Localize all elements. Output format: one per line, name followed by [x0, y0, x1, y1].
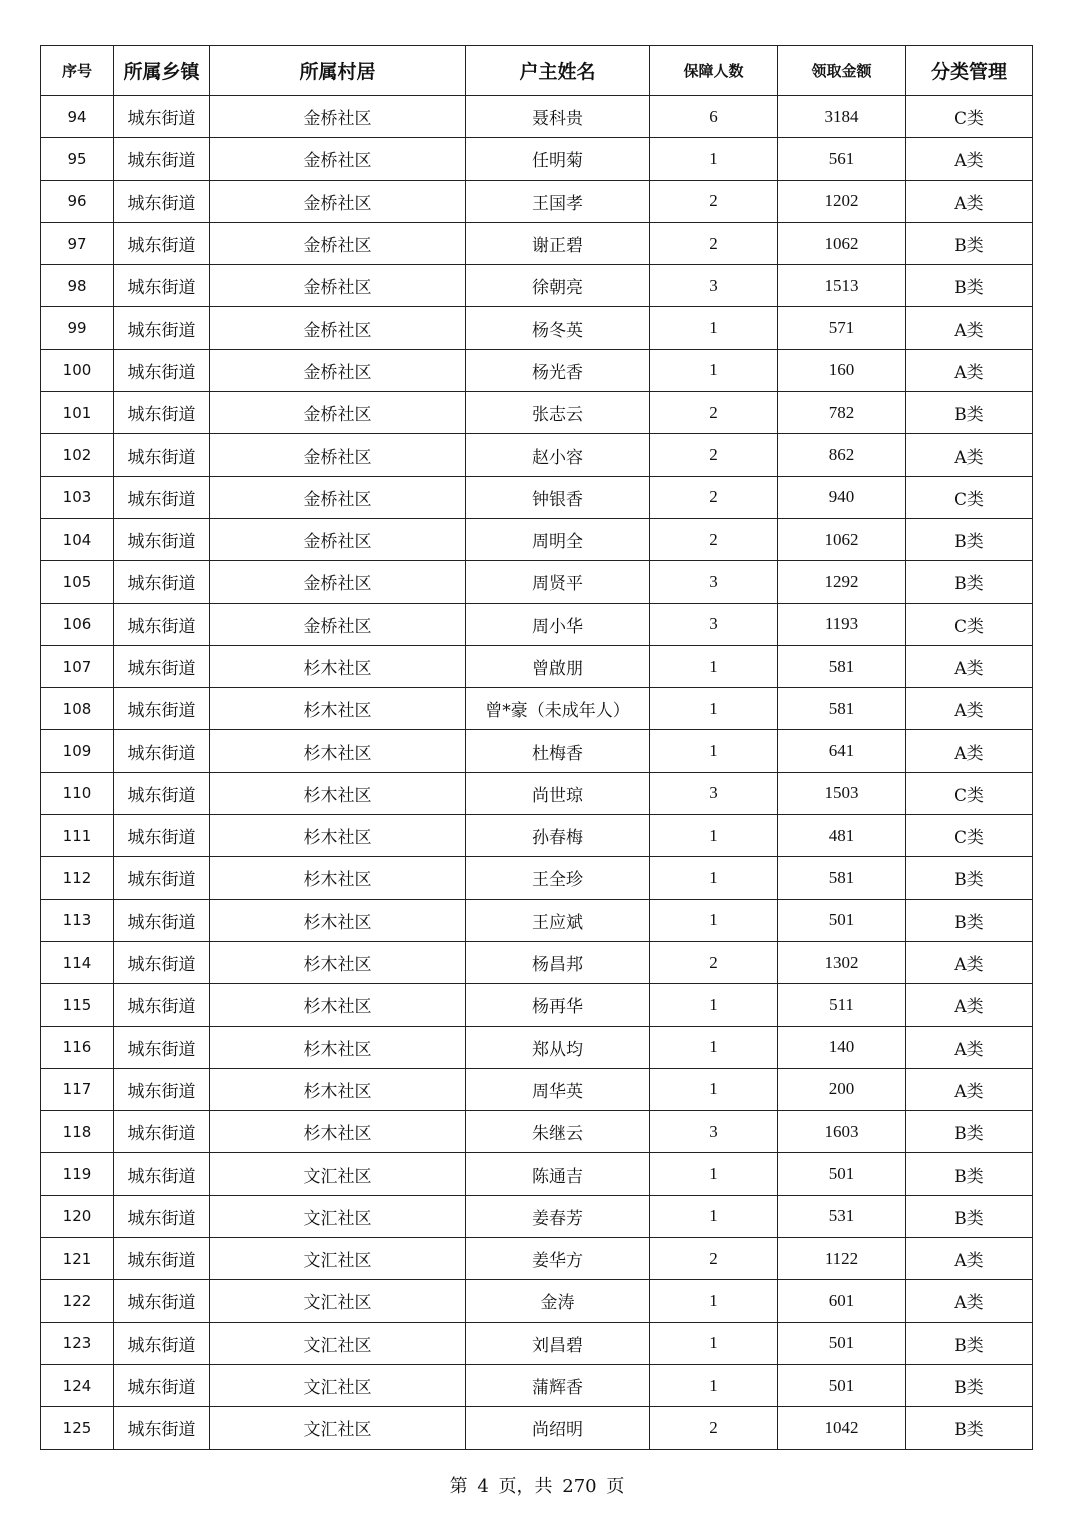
cell-town: 城东街道 — [114, 1238, 210, 1280]
cell-people: 2 — [650, 941, 778, 983]
cell-category: B类 — [906, 222, 1033, 264]
cell-amount: 140 — [778, 1026, 906, 1068]
cell-householder: 刘昌碧 — [466, 1322, 650, 1364]
cell-category: B类 — [906, 1322, 1033, 1364]
cell-amount: 1603 — [778, 1111, 906, 1153]
cell-village: 杉木社区 — [210, 730, 466, 772]
cell-amount: 531 — [778, 1195, 906, 1237]
cell-amount: 481 — [778, 815, 906, 857]
cell-householder: 钟银香 — [466, 476, 650, 518]
cell-seq: 123 — [41, 1322, 114, 1364]
cell-village: 金桥社区 — [210, 392, 466, 434]
cell-seq: 113 — [41, 899, 114, 941]
table-row — [41, 1026, 1033, 1068]
page-footer: 第 4 页，共 270 页 — [449, 1476, 625, 1497]
cell-category: B类 — [906, 392, 1033, 434]
cell-village: 金桥社区 — [210, 603, 466, 645]
cell-householder: 姜华方 — [466, 1238, 650, 1280]
cell-category: B类 — [906, 1364, 1033, 1406]
header-people: 保障人数 — [650, 46, 778, 96]
cell-seq: 120 — [41, 1195, 114, 1237]
cell-category: A类 — [906, 1068, 1033, 1110]
header-householder: 户主姓名 — [466, 46, 650, 96]
cell-category: B类 — [906, 899, 1033, 941]
cell-town: 城东街道 — [114, 518, 210, 560]
table-row — [41, 434, 1033, 476]
table-row — [41, 984, 1033, 1026]
cell-amount: 862 — [778, 434, 906, 476]
table-row — [41, 941, 1033, 983]
cell-town: 城东街道 — [114, 857, 210, 899]
table-row — [41, 1111, 1033, 1153]
cell-town: 城东街道 — [114, 476, 210, 518]
cell-category: A类 — [906, 645, 1033, 687]
cell-householder: 任明菊 — [466, 138, 650, 180]
cell-category: A类 — [906, 1280, 1033, 1322]
cell-amount: 581 — [778, 645, 906, 687]
table-row — [41, 899, 1033, 941]
cell-householder: 周华英 — [466, 1068, 650, 1110]
cell-category: B类 — [906, 265, 1033, 307]
cell-seq: 102 — [41, 434, 114, 476]
cell-category: B类 — [906, 1407, 1033, 1449]
cell-householder: 杨再华 — [466, 984, 650, 1026]
cell-amount: 1042 — [778, 1407, 906, 1449]
cell-town: 城东街道 — [114, 434, 210, 476]
cell-village: 金桥社区 — [210, 561, 466, 603]
table-body — [41, 96, 1033, 1450]
cell-town: 城东街道 — [114, 899, 210, 941]
cell-amount: 1503 — [778, 772, 906, 814]
cell-category: C类 — [906, 476, 1033, 518]
cell-seq: 105 — [41, 561, 114, 603]
cell-category: A类 — [906, 307, 1033, 349]
cell-householder: 周小华 — [466, 603, 650, 645]
cell-householder: 陈通吉 — [466, 1153, 650, 1195]
table-row — [41, 1068, 1033, 1110]
cell-people: 1 — [650, 730, 778, 772]
cell-village: 金桥社区 — [210, 349, 466, 391]
cell-amount: 501 — [778, 1364, 906, 1406]
cell-people: 2 — [650, 518, 778, 560]
cell-town: 城东街道 — [114, 645, 210, 687]
cell-town: 城东街道 — [114, 730, 210, 772]
table-row — [41, 815, 1033, 857]
cell-village: 金桥社区 — [210, 518, 466, 560]
cell-amount: 601 — [778, 1280, 906, 1322]
cell-town: 城东街道 — [114, 1111, 210, 1153]
cell-seq: 106 — [41, 603, 114, 645]
cell-householder: 姜春芳 — [466, 1195, 650, 1237]
cell-seq: 100 — [41, 349, 114, 391]
cell-amount: 561 — [778, 138, 906, 180]
cell-village: 杉木社区 — [210, 941, 466, 983]
cell-people: 6 — [650, 96, 778, 138]
cell-householder: 郑从均 — [466, 1026, 650, 1068]
cell-seq: 122 — [41, 1280, 114, 1322]
cell-people: 1 — [650, 349, 778, 391]
cell-people: 2 — [650, 1238, 778, 1280]
cell-seq: 111 — [41, 815, 114, 857]
cell-category: B类 — [906, 518, 1033, 560]
cell-people: 3 — [650, 561, 778, 603]
cell-village: 杉木社区 — [210, 857, 466, 899]
cell-seq: 116 — [41, 1026, 114, 1068]
cell-people: 1 — [650, 1280, 778, 1322]
cell-people: 1 — [650, 688, 778, 730]
cell-village: 杉木社区 — [210, 688, 466, 730]
cell-seq: 124 — [41, 1364, 114, 1406]
table-row — [41, 857, 1033, 899]
cell-amount: 200 — [778, 1068, 906, 1110]
cell-village: 文汇社区 — [210, 1407, 466, 1449]
table-row — [41, 730, 1033, 772]
header-category: 分类管理 — [906, 46, 1033, 96]
cell-householder: 周贤平 — [466, 561, 650, 603]
cell-seq: 117 — [41, 1068, 114, 1110]
cell-seq: 108 — [41, 688, 114, 730]
header-village: 所属村居 — [210, 46, 466, 96]
cell-people: 1 — [650, 645, 778, 687]
cell-category: A类 — [906, 138, 1033, 180]
cell-amount: 1193 — [778, 603, 906, 645]
cell-village: 杉木社区 — [210, 645, 466, 687]
cell-village: 金桥社区 — [210, 265, 466, 307]
cell-category: C类 — [906, 772, 1033, 814]
cell-town: 城东街道 — [114, 307, 210, 349]
table-row — [41, 1364, 1033, 1406]
table-row — [41, 603, 1033, 645]
table-row — [41, 518, 1033, 560]
cell-people: 3 — [650, 265, 778, 307]
cell-people: 1 — [650, 1364, 778, 1406]
cell-seq: 97 — [41, 222, 114, 264]
cell-category: A类 — [906, 730, 1033, 772]
cell-seq: 119 — [41, 1153, 114, 1195]
cell-town: 城东街道 — [114, 222, 210, 264]
cell-town: 城东街道 — [114, 349, 210, 391]
cell-town: 城东街道 — [114, 1195, 210, 1237]
cell-householder: 尚绍明 — [466, 1407, 650, 1449]
cell-village: 文汇社区 — [210, 1153, 466, 1195]
header-seq: 序号 — [41, 46, 114, 96]
cell-householder: 王国孝 — [466, 180, 650, 222]
table-row — [41, 96, 1033, 138]
table-row — [41, 645, 1033, 687]
cell-town: 城东街道 — [114, 1322, 210, 1364]
cell-village: 金桥社区 — [210, 307, 466, 349]
cell-amount: 641 — [778, 730, 906, 772]
cell-people: 1 — [650, 899, 778, 941]
cell-people: 3 — [650, 772, 778, 814]
cell-village: 杉木社区 — [210, 772, 466, 814]
table-row — [41, 1238, 1033, 1280]
cell-amount: 581 — [778, 857, 906, 899]
cell-village: 金桥社区 — [210, 476, 466, 518]
cell-people: 2 — [650, 1407, 778, 1449]
cell-amount: 160 — [778, 349, 906, 391]
cell-seq: 107 — [41, 645, 114, 687]
table-row — [41, 1280, 1033, 1322]
cell-householder: 谢正碧 — [466, 222, 650, 264]
cell-seq: 95 — [41, 138, 114, 180]
cell-amount: 3184 — [778, 96, 906, 138]
cell-householder: 周明全 — [466, 518, 650, 560]
cell-village: 金桥社区 — [210, 180, 466, 222]
cell-amount: 940 — [778, 476, 906, 518]
cell-town: 城东街道 — [114, 688, 210, 730]
cell-people: 1 — [650, 1322, 778, 1364]
cell-town: 城东街道 — [114, 1280, 210, 1322]
cell-householder: 张志云 — [466, 392, 650, 434]
cell-householder: 尚世琼 — [466, 772, 650, 814]
cell-householder: 金涛 — [466, 1280, 650, 1322]
table-row — [41, 772, 1033, 814]
cell-seq: 115 — [41, 984, 114, 1026]
cell-amount: 501 — [778, 1153, 906, 1195]
cell-householder: 蒲辉香 — [466, 1364, 650, 1406]
cell-town: 城东街道 — [114, 1364, 210, 1406]
cell-householder: 杨光香 — [466, 349, 650, 391]
cell-people: 2 — [650, 392, 778, 434]
cell-amount: 782 — [778, 392, 906, 434]
cell-people: 1 — [650, 1153, 778, 1195]
table-row — [41, 307, 1033, 349]
cell-village: 杉木社区 — [210, 1068, 466, 1110]
relief-table — [40, 45, 1033, 1450]
cell-category: C类 — [906, 603, 1033, 645]
cell-town: 城东街道 — [114, 815, 210, 857]
cell-householder: 杜梅香 — [466, 730, 650, 772]
header-row — [41, 46, 1033, 96]
cell-people: 2 — [650, 222, 778, 264]
cell-category: B类 — [906, 561, 1033, 603]
cell-seq: 98 — [41, 265, 114, 307]
cell-amount: 1062 — [778, 518, 906, 560]
cell-people: 3 — [650, 603, 778, 645]
cell-householder: 王全珍 — [466, 857, 650, 899]
table-row — [41, 138, 1033, 180]
cell-category: A类 — [906, 434, 1033, 476]
cell-town: 城东街道 — [114, 180, 210, 222]
table-row — [41, 222, 1033, 264]
cell-village: 杉木社区 — [210, 899, 466, 941]
cell-category: A类 — [906, 941, 1033, 983]
cell-town: 城东街道 — [114, 392, 210, 434]
cell-seq: 104 — [41, 518, 114, 560]
cell-householder: 曾*豪（未成年人） — [466, 688, 650, 730]
cell-people: 1 — [650, 138, 778, 180]
cell-amount: 1122 — [778, 1238, 906, 1280]
cell-village: 杉木社区 — [210, 1111, 466, 1153]
cell-amount: 501 — [778, 1322, 906, 1364]
cell-people: 2 — [650, 476, 778, 518]
cell-town: 城东街道 — [114, 984, 210, 1026]
table-row — [41, 180, 1033, 222]
cell-village: 金桥社区 — [210, 434, 466, 476]
cell-householder: 孙春梅 — [466, 815, 650, 857]
cell-seq: 121 — [41, 1238, 114, 1280]
cell-amount: 1202 — [778, 180, 906, 222]
cell-town: 城东街道 — [114, 772, 210, 814]
cell-householder: 徐朝亮 — [466, 265, 650, 307]
cell-village: 文汇社区 — [210, 1195, 466, 1237]
cell-amount: 1302 — [778, 941, 906, 983]
cell-town: 城东街道 — [114, 603, 210, 645]
cell-town: 城东街道 — [114, 265, 210, 307]
cell-town: 城东街道 — [114, 138, 210, 180]
cell-category: A类 — [906, 349, 1033, 391]
header-town: 所属乡镇 — [114, 46, 210, 96]
cell-village: 金桥社区 — [210, 222, 466, 264]
cell-householder: 聂科贵 — [466, 96, 650, 138]
header-amount: 领取金额 — [778, 46, 906, 96]
table-row — [41, 476, 1033, 518]
cell-category: A类 — [906, 688, 1033, 730]
cell-people: 1 — [650, 307, 778, 349]
table-row — [41, 349, 1033, 391]
cell-seq: 99 — [41, 307, 114, 349]
cell-seq: 114 — [41, 941, 114, 983]
cell-category: B类 — [906, 1195, 1033, 1237]
cell-village: 杉木社区 — [210, 815, 466, 857]
cell-people: 2 — [650, 180, 778, 222]
cell-town: 城东街道 — [114, 1153, 210, 1195]
cell-village: 文汇社区 — [210, 1238, 466, 1280]
cell-people: 1 — [650, 857, 778, 899]
table-row — [41, 265, 1033, 307]
cell-seq: 112 — [41, 857, 114, 899]
cell-category: C类 — [906, 815, 1033, 857]
cell-seq: 110 — [41, 772, 114, 814]
cell-people: 1 — [650, 815, 778, 857]
cell-amount: 1292 — [778, 561, 906, 603]
cell-village: 文汇社区 — [210, 1280, 466, 1322]
cell-seq: 94 — [41, 96, 114, 138]
table-row — [41, 1322, 1033, 1364]
cell-village: 文汇社区 — [210, 1364, 466, 1406]
cell-town: 城东街道 — [114, 1407, 210, 1449]
table-row — [41, 1153, 1033, 1195]
cell-amount: 1513 — [778, 265, 906, 307]
cell-amount: 511 — [778, 984, 906, 1026]
cell-people: 3 — [650, 1111, 778, 1153]
cell-seq: 125 — [41, 1407, 114, 1449]
cell-category: A类 — [906, 1238, 1033, 1280]
cell-householder: 杨昌邦 — [466, 941, 650, 983]
cell-village: 杉木社区 — [210, 1026, 466, 1068]
cell-town: 城东街道 — [114, 96, 210, 138]
cell-people: 1 — [650, 984, 778, 1026]
cell-town: 城东街道 — [114, 561, 210, 603]
cell-people: 1 — [650, 1068, 778, 1110]
cell-category: B类 — [906, 1153, 1033, 1195]
cell-town: 城东街道 — [114, 941, 210, 983]
cell-category: C类 — [906, 96, 1033, 138]
cell-householder: 朱继云 — [466, 1111, 650, 1153]
cell-village: 金桥社区 — [210, 138, 466, 180]
cell-people: 1 — [650, 1026, 778, 1068]
cell-householder: 曾啟朋 — [466, 645, 650, 687]
cell-seq: 103 — [41, 476, 114, 518]
cell-householder: 赵小容 — [466, 434, 650, 476]
cell-category: A类 — [906, 180, 1033, 222]
cell-category: A类 — [906, 984, 1033, 1026]
table-row — [41, 561, 1033, 603]
cell-amount: 571 — [778, 307, 906, 349]
cell-category: B类 — [906, 1111, 1033, 1153]
cell-village: 文汇社区 — [210, 1322, 466, 1364]
cell-seq: 118 — [41, 1111, 114, 1153]
cell-village: 金桥社区 — [210, 96, 466, 138]
table-row — [41, 392, 1033, 434]
cell-seq: 96 — [41, 180, 114, 222]
cell-householder: 杨冬英 — [466, 307, 650, 349]
cell-category: B类 — [906, 857, 1033, 899]
cell-people: 1 — [650, 1195, 778, 1237]
cell-amount: 581 — [778, 688, 906, 730]
cell-seq: 101 — [41, 392, 114, 434]
cell-amount: 1062 — [778, 222, 906, 264]
table-row — [41, 1407, 1033, 1449]
cell-people: 2 — [650, 434, 778, 476]
cell-amount: 501 — [778, 899, 906, 941]
cell-householder: 王应斌 — [466, 899, 650, 941]
table-row — [41, 1195, 1033, 1237]
cell-seq: 109 — [41, 730, 114, 772]
cell-village: 杉木社区 — [210, 984, 466, 1026]
table-row — [41, 688, 1033, 730]
cell-town: 城东街道 — [114, 1026, 210, 1068]
cell-town: 城东街道 — [114, 1068, 210, 1110]
cell-category: A类 — [906, 1026, 1033, 1068]
